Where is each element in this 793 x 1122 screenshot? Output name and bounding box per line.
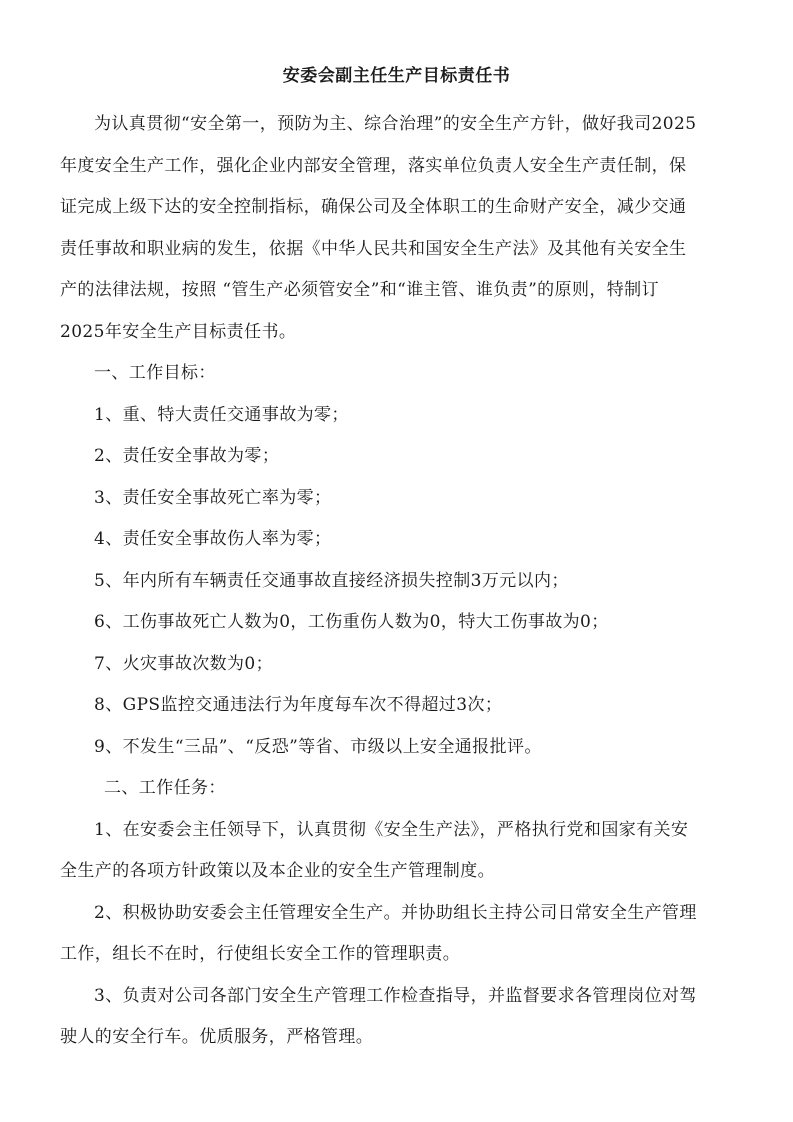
goal-item-4: 4、责任安全事故伤人率为零； bbox=[94, 529, 332, 549]
intro-line-3: 证完成上级下达的安全控制指标，确保公司及全体职工的生命财产安全，减少交通 bbox=[60, 197, 687, 217]
goal-item-5: 5、年内所有车辆责任交通事故直接经济损失控制3万元以内； bbox=[94, 570, 569, 591]
task-item-2-line-2: 工作，组长不在时，行使组长安全工作的管理职责。 bbox=[60, 944, 461, 964]
section1-heading: 一、工作目标： bbox=[94, 363, 216, 383]
document-body bbox=[60, 104, 740, 1059]
task-item-1-line-1: 1、在安委会主任领导下，认真贯彻《安全生产法》，严格执行党和国家有关安 bbox=[94, 819, 689, 840]
task-item-2-line-1: 2、积极协助安委会主任管理安全生产。并协助组长主持公司日常安全生产管理 bbox=[94, 902, 697, 923]
goal-item-7: 7、火灾事故次数为0； bbox=[94, 653, 274, 674]
task-item-3-line-2: 驶人的安全行车。优质服务，严格管理。 bbox=[60, 1027, 374, 1047]
intro-line-5: 产的法律法规，按照 “管生产必须管安全”和“谁主管、谁负责”的原则，特制订 bbox=[60, 280, 659, 300]
intro-line-2: 年度安全生产工作，强化企业内部安全管理，落实单位负责人安全生产责任制，保 bbox=[60, 155, 687, 176]
task-item-1-line-2: 全生产的各项方针政策以及本企业的安全生产管理制度。 bbox=[60, 861, 495, 881]
intro-line-6: 2025年安全生产目标责任书。 bbox=[60, 321, 297, 342]
goal-item-6: 6、工伤事故死亡人数为0，工伤重伤人数为0，特大工伤事故为0； bbox=[94, 612, 609, 632]
intro-line-1: 为认真贯彻“安全第一，预防为主、综合治理”的安全生产方针，做好我司2025 bbox=[94, 114, 697, 134]
goal-item-2: 2、责任安全事故为零； bbox=[94, 446, 280, 466]
goal-item-8: 8、GPS监控交通违法行为年度每车次不得超过3次； bbox=[94, 695, 503, 715]
task-item-3-line-1: 3、负责对公司各部门安全生产管理工作检查指导，并监督要求各管理岗位对驾 bbox=[94, 985, 697, 1006]
section2-heading: 二、工作任务： bbox=[104, 778, 226, 798]
document-title: 安委会副主任生产目标责任书 bbox=[282, 66, 511, 86]
intro-line-4: 责任事故和职业病的发生，依据《中华人民共和国安全生产法》及其他有关安全生 bbox=[60, 238, 687, 259]
goal-item-1: 1、重、特大责任交通事故为零； bbox=[94, 404, 349, 425]
goal-item-9: 9、不发生“三品”、“反恐”等省、市级以上安全通报批评。 bbox=[94, 736, 542, 757]
goal-item-3: 3、责任安全事故死亡率为零； bbox=[94, 487, 332, 508]
